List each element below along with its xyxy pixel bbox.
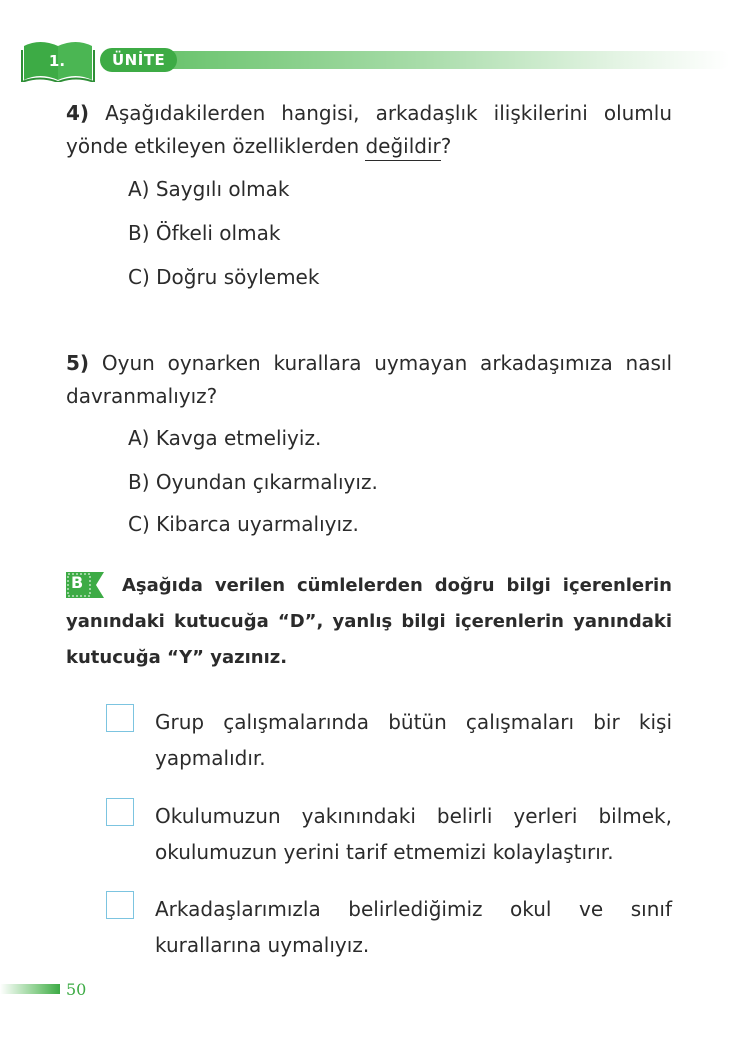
unit-number: 1. [48, 52, 66, 70]
question-text: Aşağıdakilerden hangisi, arkadaşlık ilişkilerini olumlu yönde etkileyen özelliklerden [66, 101, 673, 158]
question-number: 4) [66, 101, 90, 125]
answer-option[interactable]: A) Saygılı olmak [128, 177, 290, 201]
answer-box[interactable] [106, 798, 134, 826]
header-gradient-bar [170, 51, 730, 69]
statement-text: Arkadaşlarımızla belirlediğimiz okul ve sınıf kurallarına uymalıyız. [155, 897, 672, 957]
answer-option[interactable]: B) Oyundan çıkarmalıyız. [128, 470, 378, 494]
answer-option[interactable]: C) Doğru söylemek [128, 265, 320, 289]
statement-text: Okulumuzun yakınındaki belirli yerleri bilmek, okulumuzun yerini tarif etmemizi kolaylaştırır. [155, 804, 672, 864]
answer-option[interactable]: A) Kavga etmeliyiz. [128, 426, 322, 450]
section-b-letter: B [71, 573, 84, 592]
question-text-end: ? [440, 134, 452, 158]
question-emphasis: değildir [365, 134, 440, 161]
statement-text: Grup çalışmalarında bütün çalışmaları bir kişi yapmalıdır. [155, 710, 672, 770]
answer-box[interactable] [106, 704, 134, 732]
answer-option[interactable]: C) Kibarca uyarmalıyız. [128, 512, 359, 536]
page-number: 50 [66, 980, 87, 999]
question-5 [66, 347, 672, 413]
section-b-instruction [66, 568, 672, 676]
footer-bar [0, 984, 60, 994]
question-number: 5) [66, 351, 90, 375]
question-4 [66, 97, 672, 163]
unit-header [20, 38, 720, 82]
answer-option[interactable]: B) Öfkeli olmak [128, 221, 281, 245]
answer-box[interactable] [106, 891, 134, 919]
question-text: Oyun oynarken kurallara uymayan arkadaşımıza nasıl davranmalıyız? [66, 351, 673, 408]
unit-label: ÜNİTE [100, 48, 177, 72]
instruction-text: Aşağıda verilen cümlelerden doğru bilgi içerenlerin yanındaki kutucuğa “D”, yanlış bilgi içerenlerin yanındaki kutucuğa “Y” yazınız. [66, 575, 672, 668]
